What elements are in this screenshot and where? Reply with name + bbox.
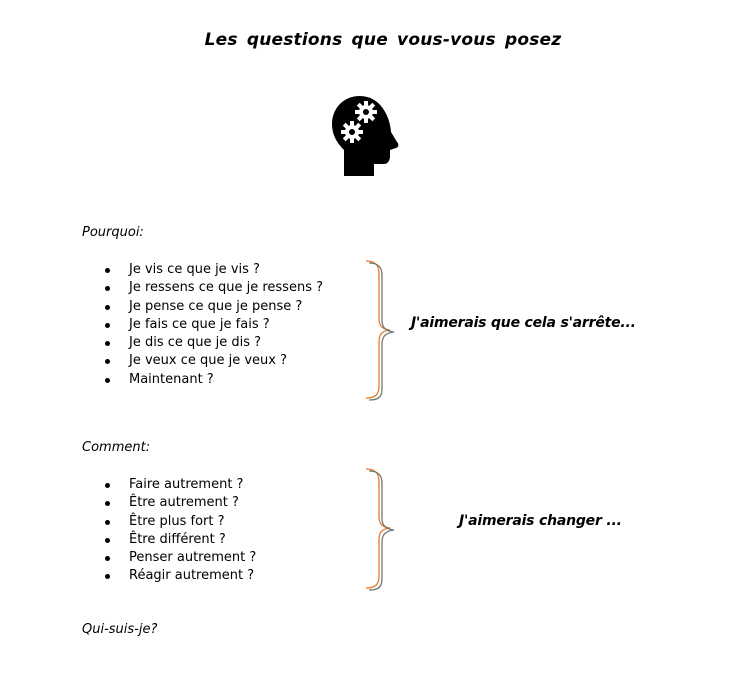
right-brace-icon bbox=[364, 466, 398, 592]
section-label-pourquoi: Pourquoi: bbox=[82, 225, 144, 240]
list-item: Je pense ce que je pense ? bbox=[103, 298, 323, 316]
document-title: Les questions que vous-vous posez bbox=[204, 30, 562, 50]
list-item: Maintenant ? bbox=[103, 371, 323, 389]
pourquoi-list bbox=[103, 261, 323, 389]
right-brace-icon bbox=[364, 258, 398, 403]
list-item: Être autrement ? bbox=[103, 494, 256, 512]
list-item: Je vis ce que je vis ? bbox=[103, 261, 323, 279]
list-item: Je veux ce que je veux ? bbox=[103, 352, 323, 370]
list-item: Faire autrement ? bbox=[103, 476, 256, 494]
section-label-qui-suis-je: Qui-suis-je? bbox=[82, 622, 158, 637]
list-item: Penser autrement ? bbox=[103, 549, 256, 567]
list-item: Réagir autrement ? bbox=[103, 567, 256, 585]
list-item: Je ressens ce que je ressens ? bbox=[103, 279, 323, 297]
list-item: Être différent ? bbox=[103, 531, 256, 549]
conclusion-pourquoi: J'aimerais que cela s'arrête... bbox=[411, 315, 636, 331]
head-with-gears-icon bbox=[330, 94, 402, 178]
list-item: Être plus fort ? bbox=[103, 513, 256, 531]
comment-list bbox=[103, 476, 256, 586]
conclusion-comment: J'aimerais changer ... bbox=[459, 513, 622, 529]
list-item: Je fais ce que je fais ? bbox=[103, 316, 323, 334]
section-label-comment: Comment: bbox=[82, 440, 151, 455]
list-item: Je dis ce que je dis ? bbox=[103, 334, 323, 352]
